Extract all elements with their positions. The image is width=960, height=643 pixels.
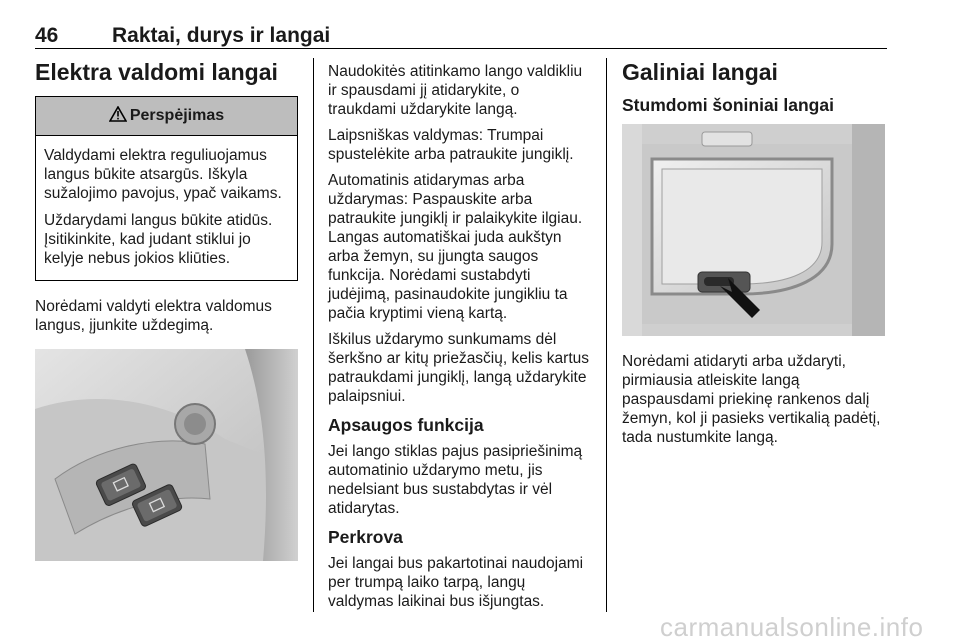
body-paragraph: Naudokitės atitinkamo lango valdikliu ir spausdami jį atidarykite, o traukdami uždarykite langą. xyxy=(328,63,583,118)
column-divider xyxy=(313,58,314,612)
section-heading: Galiniai langai xyxy=(622,59,778,85)
body-paragraph: Norėdami atidaryti arba uždaryti, pirmiausia atleiskite langą paspausdami priekinę rankenos dalį žemyn, kol ji pasieks vertikalią padėtį, tada nustumkite langą. xyxy=(622,353,881,446)
body-paragraph: Jei lango stiklas pajus pasipriešinimą automatinio uždarymo metu, jis nedelsiant bus sustabdytas ir vėl atidarytas. xyxy=(328,443,583,517)
page-header xyxy=(35,18,887,49)
body-paragraph: Jei langai bus pakartotinai naudojami per trumpą laiko tarpą, langų valdymas laikinai bus išjungtas. xyxy=(328,555,584,610)
body-paragraph: Laipsniškas valdymas: Trumpai spustelėkite arba patraukite jungiklį. xyxy=(328,127,574,163)
warning-triangle-icon xyxy=(109,106,127,127)
column-2 xyxy=(328,62,590,618)
body-paragraph: Automatinis atidarymas arba uždarymas: Paspauskite arba patraukite jungiklį ir palaikykite ilgiau. Langas automatiškai juda aukštyn arba žemyn, su įjungta saugos funkcija. Norėdami sustabdyti judėjimą, pasinaudokite jungikliu ta pačia kryptimi vieną kartą. xyxy=(328,172,583,322)
warning-paragraph: Valdydami elektra reguliuojamus langus būkite atsargūs. Iškyla sužalojimo pavojus, ypač vaikams. xyxy=(44,147,282,202)
section-heading: Elektra valdomi langai xyxy=(35,59,278,85)
warning-header xyxy=(36,97,297,136)
warning-title: Perspėjimas xyxy=(129,107,225,124)
section-heading: Perkrova xyxy=(328,527,403,547)
running-title: Raktai, durys ir langai xyxy=(112,24,331,47)
section-heading: Apsaugos funkcija xyxy=(328,415,484,435)
window-switch-photo xyxy=(35,349,298,561)
sliding-window-photo xyxy=(622,124,885,336)
body-paragraph: Iškilus uždarymo sunkumams dėl šerkšno ar kitų priežasčių, kelis kartus patraukdami jungiklį, langą uždarykite palaipsniui. xyxy=(328,331,590,405)
column-3 xyxy=(622,58,888,454)
warning-box xyxy=(35,96,298,281)
watermark: carmanualsonline.info xyxy=(660,612,924,642)
warning-paragraph: Uždarydami langus būkite atidūs. Įsitikinkite, kad judant stiklui jo kelyje nebus jokios kliūties. xyxy=(44,212,273,267)
column-divider xyxy=(606,58,607,612)
subsection-heading: Stumdomi šoniniai langai xyxy=(622,95,834,115)
body-paragraph: Norėdami valdyti elektra valdomus langus, įjunkite uždegimą. xyxy=(35,298,272,334)
page-number: 46 xyxy=(35,24,59,47)
column-1 xyxy=(35,58,299,561)
